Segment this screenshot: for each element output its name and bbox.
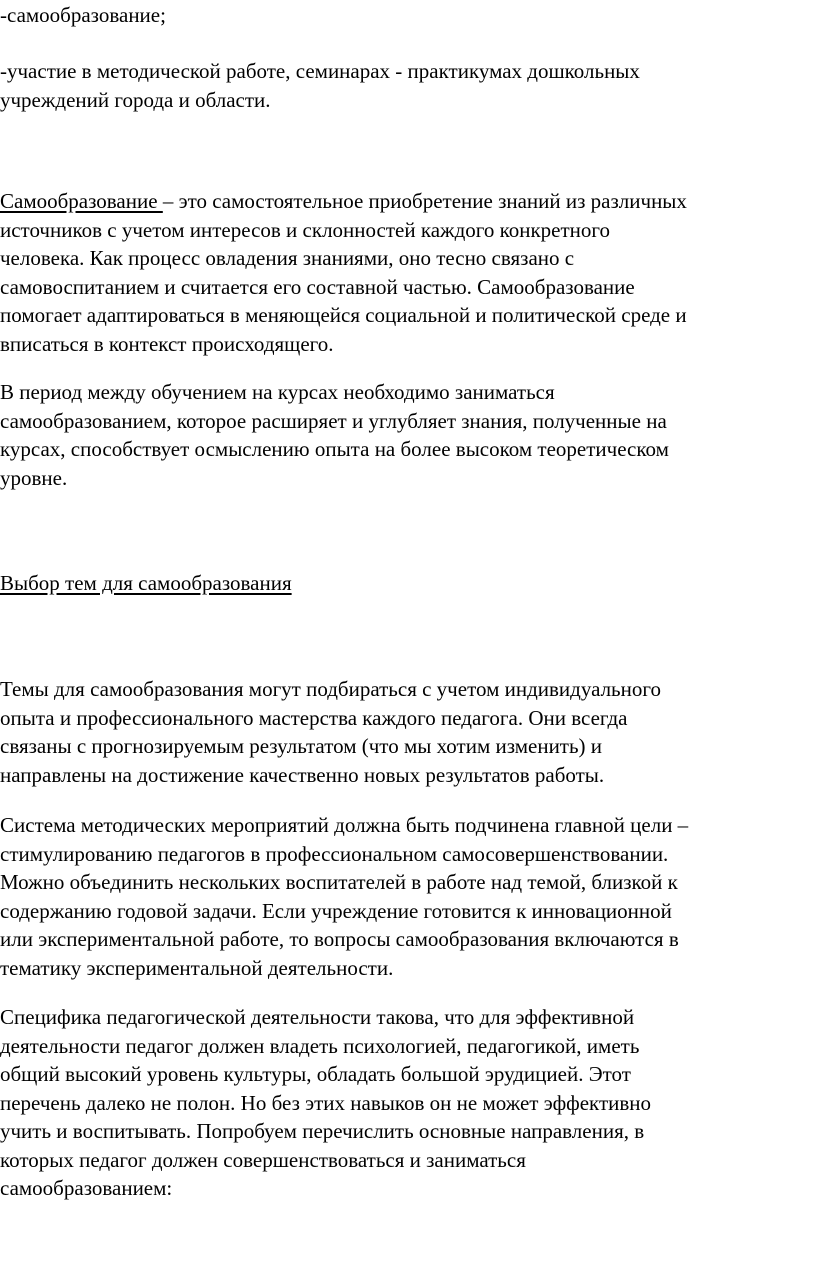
paragraph-line: Специфика педагогической деятельности такова, что для эффективной	[0, 1005, 635, 1029]
definition-line: вписаться в контекст происходящего.	[0, 331, 334, 356]
paragraph-line: учить и воспитывать. Попробуем перечислить основные направления, в	[0, 1119, 645, 1143]
definition-paragraph	[0, 187, 812, 358]
system-paragraph	[0, 811, 812, 982]
specifics-paragraph	[0, 1003, 812, 1203]
list-item-line: учреждений города и области.	[0, 87, 271, 112]
definition-line: самовоспитанием и считается его составной частью. Самообразование	[0, 274, 635, 299]
definition-line: человека. Как процесс овладения знаниями, оно тесно связано с	[0, 246, 575, 270]
list-item-line: -участие в методической работе, семинарах - практикумах дошкольных	[0, 59, 640, 83]
definition-line: – это самостоятельное приобретение знаний из различных	[162, 189, 687, 213]
paragraph-line: самообразованием:	[0, 1176, 173, 1200]
paragraph-line: Темы для самообразования могут подбираться с учетом индивидуального	[0, 677, 661, 701]
paragraph-line: или экспериментальной работе, то вопросы самообразования включаются в	[0, 927, 679, 951]
paragraph-line: общий высокий уровень культуры, обладать большой эрудицией. Этот	[0, 1062, 631, 1086]
definition-line: источников с учетом интересов и склонностей каждого конкретного	[0, 217, 610, 242]
paragraph-line: курсах, способствует осмыслению опыта на более высоком теоретическом	[0, 437, 669, 461]
definition-line: помогает адаптироваться в меняющейся социальной и политической среде и	[0, 303, 687, 327]
paragraph-line: направлены на достижение качественно новых результатов работы.	[0, 762, 605, 787]
paragraph-line: Система методических мероприятий должна быть подчинена главной цели –	[0, 813, 689, 837]
paragraph-line: тематику экспериментальной деятельности.	[0, 955, 394, 980]
paragraph-line: которых педагог должен совершенствоваться и заниматься	[0, 1147, 526, 1172]
paragraph-line: стимулированию педагогов в профессиональном самосовершенствовании.	[0, 841, 669, 866]
courses-paragraph	[0, 378, 812, 492]
paragraph-line: самообразованием, которое расширяет и углубляет знания, полученные на	[0, 408, 667, 433]
definition-first-line	[0, 187, 812, 216]
section-heading-text: Выбор тем для самообразования	[0, 571, 292, 595]
paragraph-line: В период между обучением на курсах необходимо заниматься	[0, 380, 555, 404]
topics-paragraph	[0, 675, 812, 789]
paragraph-line: деятельности педагог должен владеть психологией, педагогикой, иметь	[0, 1033, 640, 1058]
paragraph-line: Можно объединить нескольких воспитателей в работе над темой, близкой к	[0, 870, 678, 894]
definition-term: Самообразование	[0, 189, 163, 213]
paragraph-line: содержанию годовой задачи. Если учреждение готовится к инновационной	[0, 898, 672, 923]
list-item-text: -самообразование;	[0, 3, 166, 27]
section-heading	[0, 569, 812, 598]
paragraph-line: опыта и профессионального мастерства каждого педагога. Они всегда	[0, 705, 628, 730]
paragraph-line: уровне.	[0, 465, 68, 490]
list-item-self-education	[0, 1, 812, 30]
list-item-methodical-work	[0, 57, 812, 114]
paragraph-line: связаны с прогнозируемым результатом (что мы хотим изменить) и	[0, 734, 603, 758]
paragraph-line: перечень далеко не полон. Но без этих навыков он не может эффективно	[0, 1090, 652, 1115]
